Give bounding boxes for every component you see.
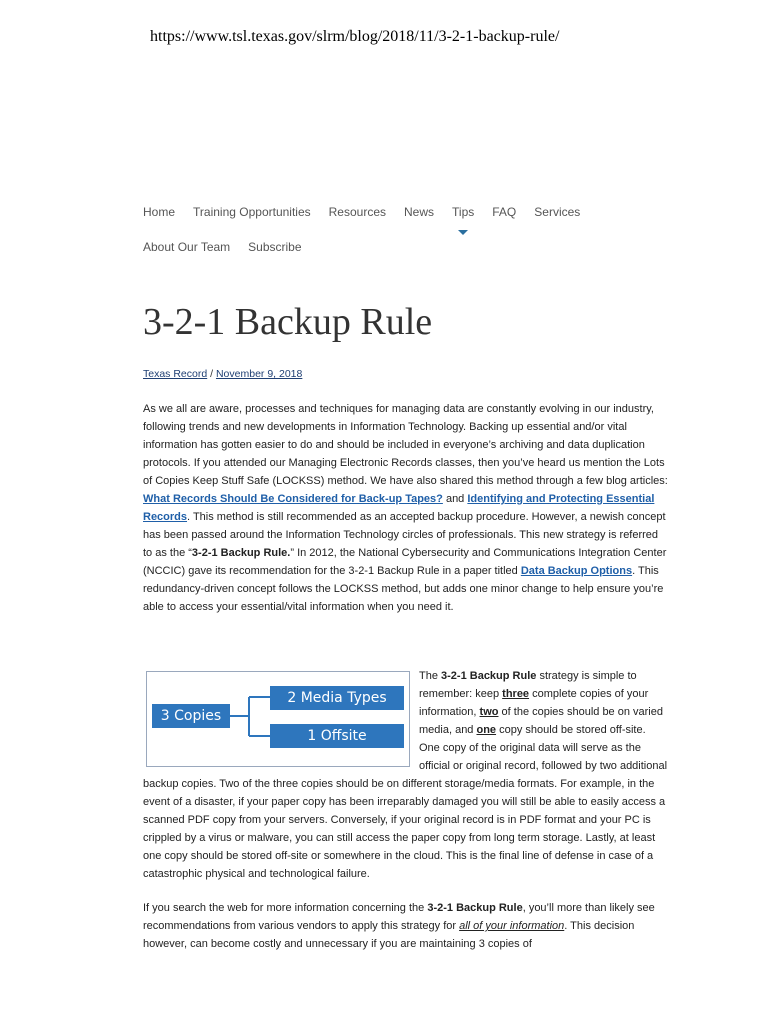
nav-item-about-our-team[interactable]: About Our Team	[143, 240, 231, 254]
p2-text-5: copy should be stored off-site. One copy of the original data will serve as the official or original record, followed by two additional backup copies. Two of the three copies should be on different storage/media formats. For example, in the event of a disaster, if your paper copy has been irreparably damaged you will still be able to easily access a scanned PDF copy from your servers. Conversely, if your original record is in PDF format and your PC is crippled by a virus or malware, you can still access the paper copy from long term storage. Lastly, at least one copy should be stored off-site or somewhere in the cloud. This is the final line of defense in case of a catastrophic physical and technological failure.	[143, 724, 668, 880]
p2-underline-two: two	[479, 706, 499, 718]
diagram-float-space	[143, 667, 419, 773]
nav-item-faq[interactable]: FAQ	[492, 205, 517, 219]
p1-text-5: . This redundancy-driven concept follows the LOCKSS method, but adds one minor change to help ensure you’re able to access your essential/vital information when you need it.	[143, 565, 664, 613]
nav-item-news[interactable]: News	[404, 205, 435, 219]
p3-text-3: . This decision however, can become costly and unnecessary if you are maintaining 3 copies of	[143, 920, 635, 950]
p1-text-1: As we all are aware, processes and techniques for managing data are constantly evolving in our industry, following trends and new developments in Information Technology. Backing up essential and/or vital information has gotten easier to do and should be included in everyone’s archiving and data duplication protocols. If you attended our Managing Electronic Records classes, then you’ve heard us mention the Lots of Copies Keep Stuff Safe (LOCKSS) method. We have also shared this method through a few blog articles:	[143, 403, 668, 487]
rule-paragraph	[143, 667, 668, 883]
nav-item-tips[interactable]	[452, 205, 474, 219]
link-all-of-your-information[interactable]: all of your information	[459, 920, 565, 932]
nav-item-resources[interactable]: Resources	[328, 205, 386, 219]
nav-row-2	[143, 240, 743, 254]
p1-bold-rule: 3-2-1 Backup Rule.	[191, 547, 291, 559]
p3-bold-rule: 3-2-1 Backup Rule	[427, 902, 523, 914]
p2-underline-one: one	[476, 724, 497, 736]
p2-text-3: complete copies of your information,	[419, 688, 649, 718]
meta-separator: /	[207, 368, 216, 380]
page-url: https://www.tsl.texas.gov/slrm/blog/2018/11/3-2-1-backup-rule/	[150, 28, 560, 45]
page-title: 3-2-1 Backup Rule	[143, 301, 433, 343]
p1-text-4: ” In 2012, the National Cybersecurity and Communications Integration Center (NCCIC) gave its recommendation for the 3-2-1 Backup Rule in a paper titled	[143, 547, 667, 577]
nav-item-tips-label: Tips	[452, 205, 475, 219]
p1-text-3: . This method is still recommended as an accepted backup procedure. However, a newish concept has been passed around the Information Technology circles of professionals. This new strategy is referred to as the “	[143, 511, 666, 559]
post-meta	[143, 368, 302, 380]
nav-item-subscribe[interactable]: Subscribe	[248, 240, 302, 254]
p2-text-1: The	[419, 670, 442, 682]
intro-paragraph	[143, 400, 668, 616]
diagram-box-3-copies: 3 Copies	[152, 704, 230, 728]
nav-item-home[interactable]: Home	[143, 205, 176, 219]
diagram-box-1-offsite: 1 Offsite	[270, 724, 404, 748]
p3-text-2: , you’ll more than likely see recommendations from various vendors to apply this strategy for	[143, 902, 655, 932]
link-essential-records[interactable]: Identifying and Protecting Essential Records	[143, 493, 655, 523]
main-nav	[143, 205, 743, 254]
p2-text-2: strategy is simple to remember: keep	[419, 670, 637, 700]
nav-item-training-opportunities[interactable]: Training Opportunities	[193, 205, 311, 219]
p2-bold-rule: 3-2-1 Backup Rule	[441, 670, 537, 682]
date-link[interactable]: November 9, 2018	[215, 368, 303, 380]
diagram-box-2-media-types: 2 Media Types	[270, 686, 404, 710]
nav-row-1	[143, 205, 743, 219]
p2-underline-three: three	[502, 688, 530, 700]
author-link[interactable]: Texas Record	[143, 368, 208, 380]
p3-text-1: If you search the web for more information concerning the	[143, 902, 428, 914]
link-data-backup-options[interactable]: Data Backup Options	[520, 565, 633, 577]
p1-text-2: and	[442, 493, 468, 505]
active-caret-icon	[458, 230, 468, 235]
p2-text-4: of the copies should be on varied media, and	[419, 706, 663, 736]
nav-item-services[interactable]: Services	[534, 205, 581, 219]
link-back-up-tapes[interactable]: What Records Should Be Considered for Back-up Tapes?	[143, 493, 443, 505]
search-paragraph	[143, 899, 668, 953]
